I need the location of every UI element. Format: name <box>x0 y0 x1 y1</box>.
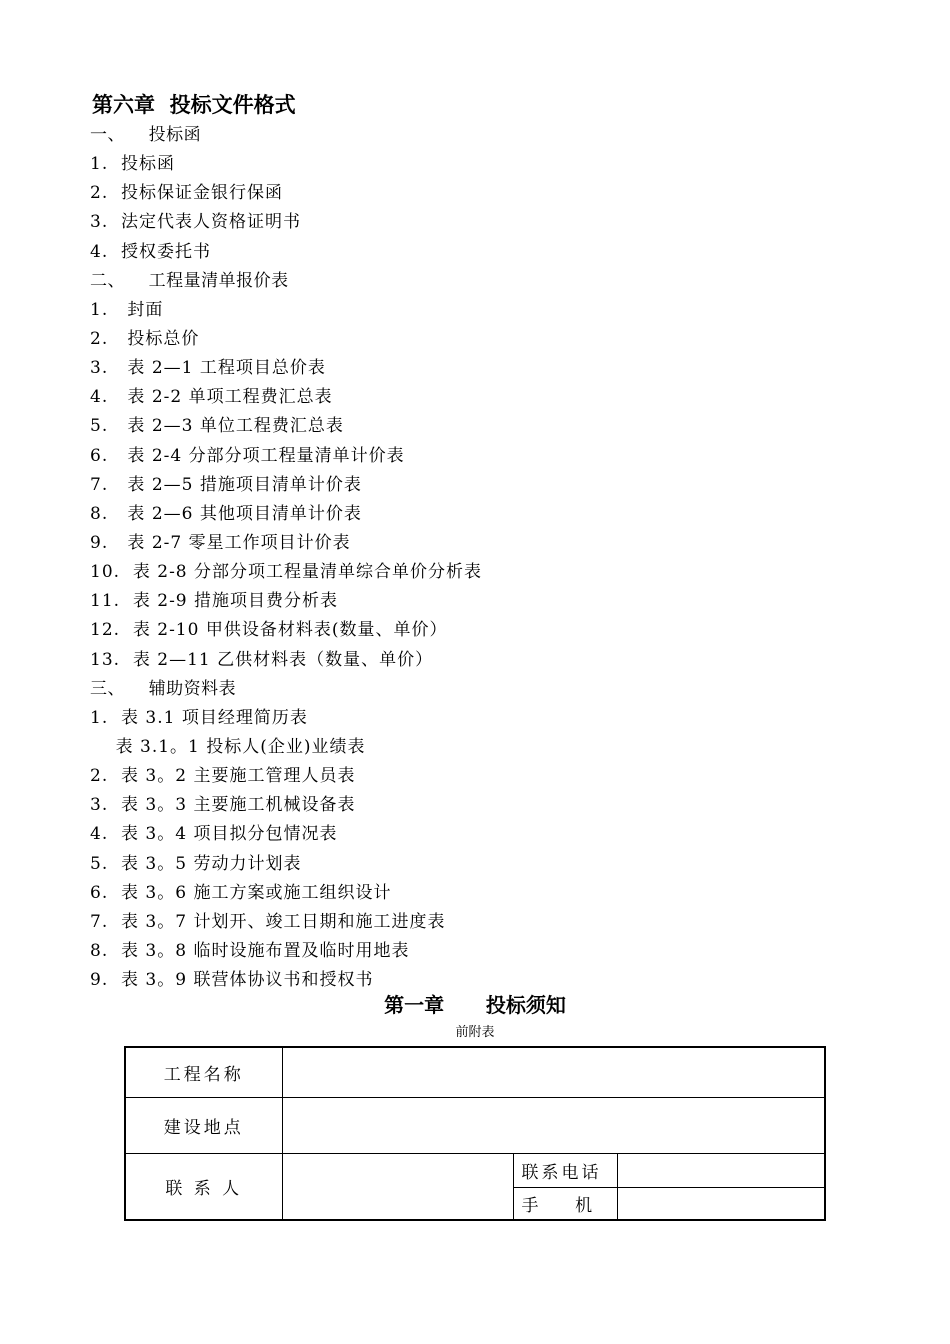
toc-section: 一、 投标函 <box>90 125 202 145</box>
toc-item: 12. 表 2-10 甲供设备材料表(数量、单价） <box>90 620 448 641</box>
toc-item: 2. 投标保证金银行保函 <box>90 183 284 204</box>
toc-section: 二、 工程量清单报价表 <box>90 270 289 291</box>
toc-item: 2. 投标总价 <box>90 328 200 349</box>
table-row <box>125 1153 825 1187</box>
toc-item: 3. 法定代表人资格证明书 <box>90 212 302 233</box>
phone-label: 联系电话 <box>513 1153 617 1187</box>
site-cell[interactable] <box>282 1097 825 1153</box>
toc-item: 7. 表 2—5 措施项目清单计价表 <box>90 474 362 495</box>
toc-item: 9. 表 2-7 零星工作项目计价表 <box>90 532 351 553</box>
toc-item: 3. 表 3。3 主要施工机械设备表 <box>90 795 356 816</box>
toc-item: 6. 表 3。6 施工方案或施工组织设计 <box>90 882 392 903</box>
toc-item: 5. 表 2—3 单位工程费汇总表 <box>90 416 344 437</box>
toc-item: 2. 表 3。2 主要施工管理人员表 <box>90 766 356 787</box>
contact-label: 联 系 人 <box>125 1153 282 1220</box>
chapter-title: 第一章 投标须知 <box>384 993 566 1017</box>
mobile-cell[interactable] <box>617 1187 825 1220</box>
toc-item: 4. 表 3。4 项目拟分包情况表 <box>90 824 338 845</box>
project-name-label: 工程名称 <box>125 1047 282 1097</box>
toc-item: 6. 表 2-4 分部分项工程量清单计价表 <box>90 445 405 466</box>
toc-item: 4. 授权委托书 <box>90 241 212 262</box>
toc-item: 5. 表 3。5 劳动力计划表 <box>90 853 302 874</box>
toc-item: 8. 表 3。8 临时设施布置及临时用地表 <box>90 940 410 961</box>
toc-item: 11. 表 2-9 措施项目费分析表 <box>90 591 339 612</box>
mobile-label: 手 机 <box>513 1187 617 1220</box>
toc-item: 表 3.1。1 投标人(企业)业绩表 <box>90 736 366 757</box>
toc-item: 1. 投标函 <box>90 154 176 175</box>
toc-item: 3. 表 2—1 工程项目总价表 <box>90 358 326 379</box>
toc-item: 8. 表 2—6 其他项目清单计价表 <box>90 503 362 524</box>
table-of-contents <box>90 121 482 995</box>
toc-item: 1. 封面 <box>90 299 164 320</box>
contact-cell[interactable] <box>282 1153 513 1220</box>
phone-cell[interactable] <box>617 1153 825 1187</box>
toc-item: 13. 表 2—11 乙供材料表（数量、单价） <box>90 649 434 670</box>
table-row <box>125 1047 825 1097</box>
toc-item: 10. 表 2-8 分部分项工程量清单综合单价分析表 <box>90 562 483 583</box>
section-heading: 第六章 投标文件格式 <box>92 93 296 117</box>
attachment-table <box>124 1046 826 1221</box>
table-row <box>125 1097 825 1153</box>
table-caption: 前附表 <box>455 1025 495 1040</box>
site-label: 建设地点 <box>125 1097 282 1153</box>
toc-item: 7. 表 3。7 计划开、竣工日期和施工进度表 <box>90 911 446 932</box>
toc-section: 三、 辅助资料表 <box>90 678 237 699</box>
toc-item: 1. 表 3.1 项目经理简历表 <box>90 707 308 728</box>
toc-item: 9. 表 3。9 联营体协议书和授权书 <box>90 970 374 991</box>
project-name-cell[interactable] <box>282 1047 825 1097</box>
toc-item: 4. 表 2-2 单项工程费汇总表 <box>90 387 333 408</box>
